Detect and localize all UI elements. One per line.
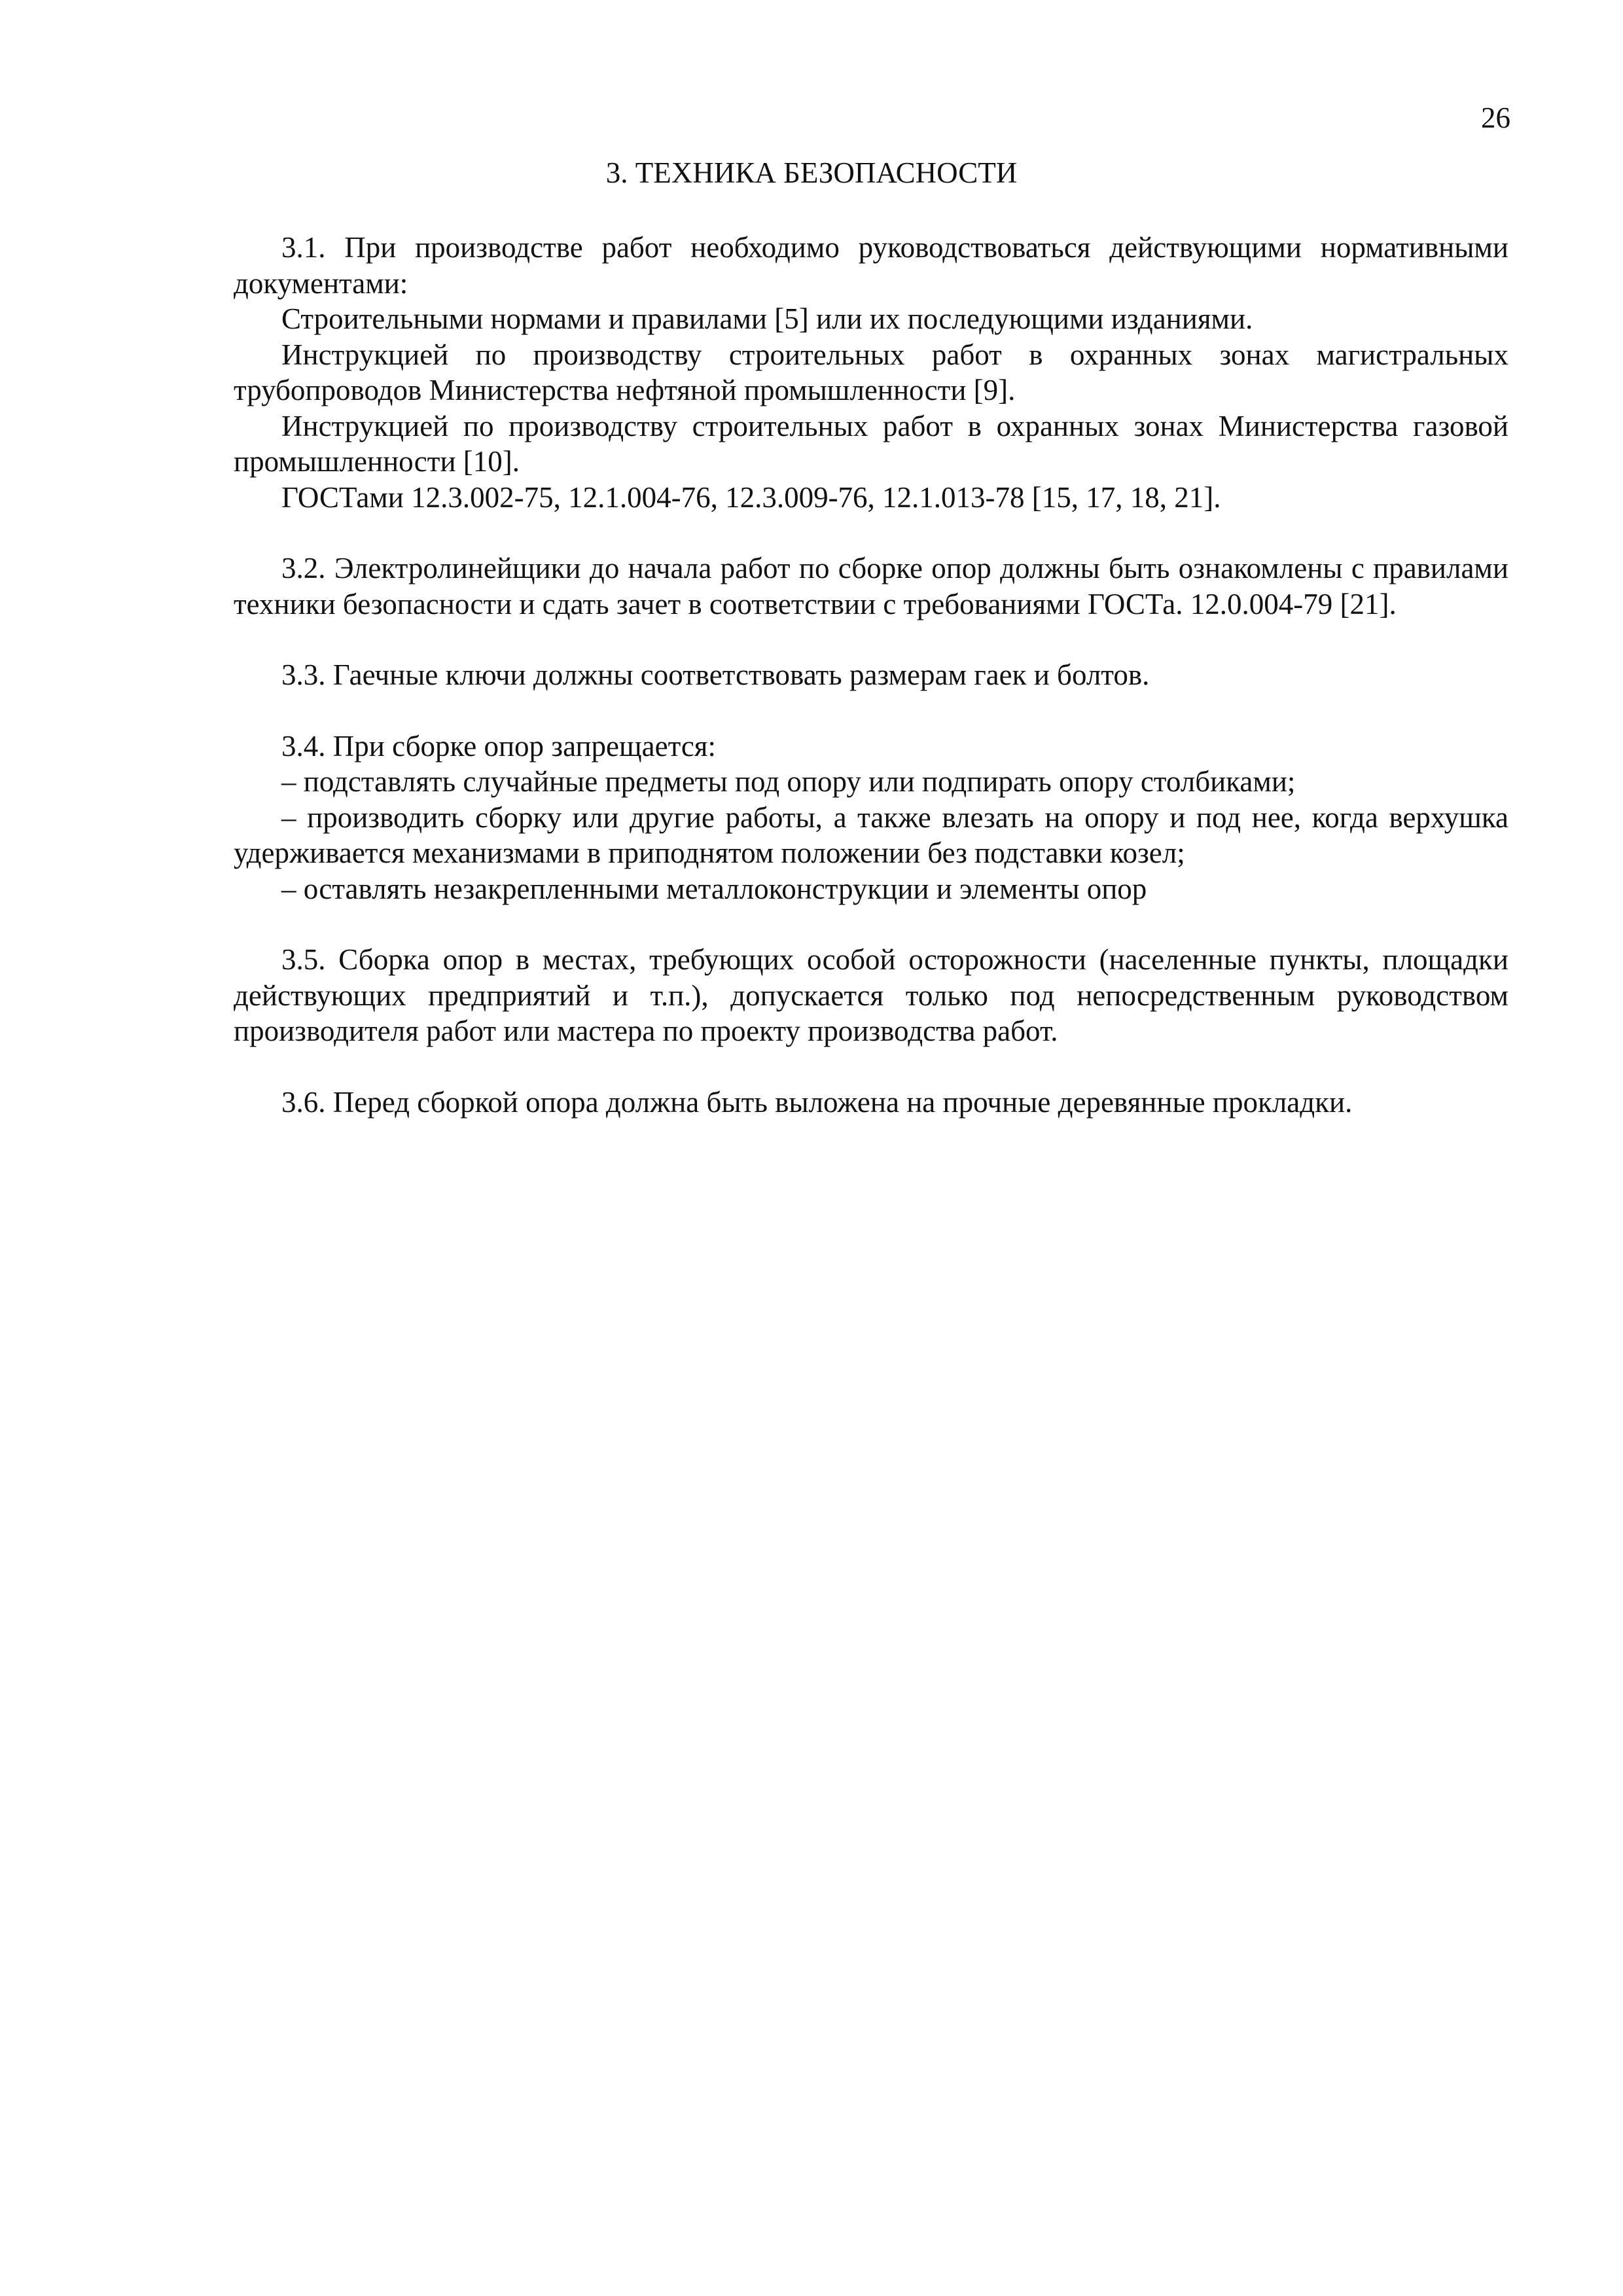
page-number: 26 xyxy=(1481,101,1510,134)
section-3-1-item-3: Инструкцией по производству строительных работ в охранных зонах Министерства газовой промышленности [10]. xyxy=(234,409,1508,478)
section-3-1-item-4: ГОСТами 12.3.002-75, 12.1.004-76, 12.3.009-76, 12.1.013-78 [15, 17, 18, 21]. xyxy=(281,480,1221,514)
section-3-4-intro: 3.4. При сборке опор запрещается: xyxy=(281,729,716,762)
section-3-4-item-1: – подставлять случайные предметы под опору или подпирать опору столбиками; xyxy=(281,765,1296,798)
document-body xyxy=(234,230,1508,1120)
section-3-6: 3.6. Перед сборкой опора должна быть выложена на прочные деревянные прокладки. xyxy=(281,1085,1353,1119)
section-3-1-item-1: Строительными нормами и правилами [5] или их последующими изданиями. xyxy=(281,302,1253,335)
section-3-4-item-3: – оставлять незакрепленными металлоконструкции и элементы опор xyxy=(281,872,1147,905)
section-3-1-intro: 3.1. При производстве работ необходимо руководствоваться действующими нормативными документами: xyxy=(234,231,1508,300)
section-3-5: 3.5. Сборка опор в местах, требующих особой осторожности (населенные пункты, площадки действующих предприятий и т.п.), допускается только под непосредственным руководством производителя работ или мастера по проекту производства работ. xyxy=(234,943,1508,1047)
section-3-2: 3.2. Электролинейщики до начала работ по сборке опор должны быть ознакомлены с правилами техники безопасности и сдать зачет в соответствии с требованиями ГОСТа. 12.0.004-79 [21]. xyxy=(234,552,1508,620)
section-3-1-item-2: Инструкцией по производству строительных работ в охранных зонах магистральных трубопроводов Министерства нефтяной промышленности [9]. xyxy=(234,338,1508,406)
section-3-4-item-2: – производить сборку или другие работы, а также влезать на опору и под нее, когда верхушка удерживается механизмами в приподнятом положении без подставки козел; xyxy=(234,800,1508,869)
page-title: 3. ТЕХНИКА БЕЗОПАСНОСТИ xyxy=(605,156,1018,189)
section-3-3: 3.3. Гаечные ключи должны соответствовать размерам гаек и болтов. xyxy=(281,658,1150,691)
